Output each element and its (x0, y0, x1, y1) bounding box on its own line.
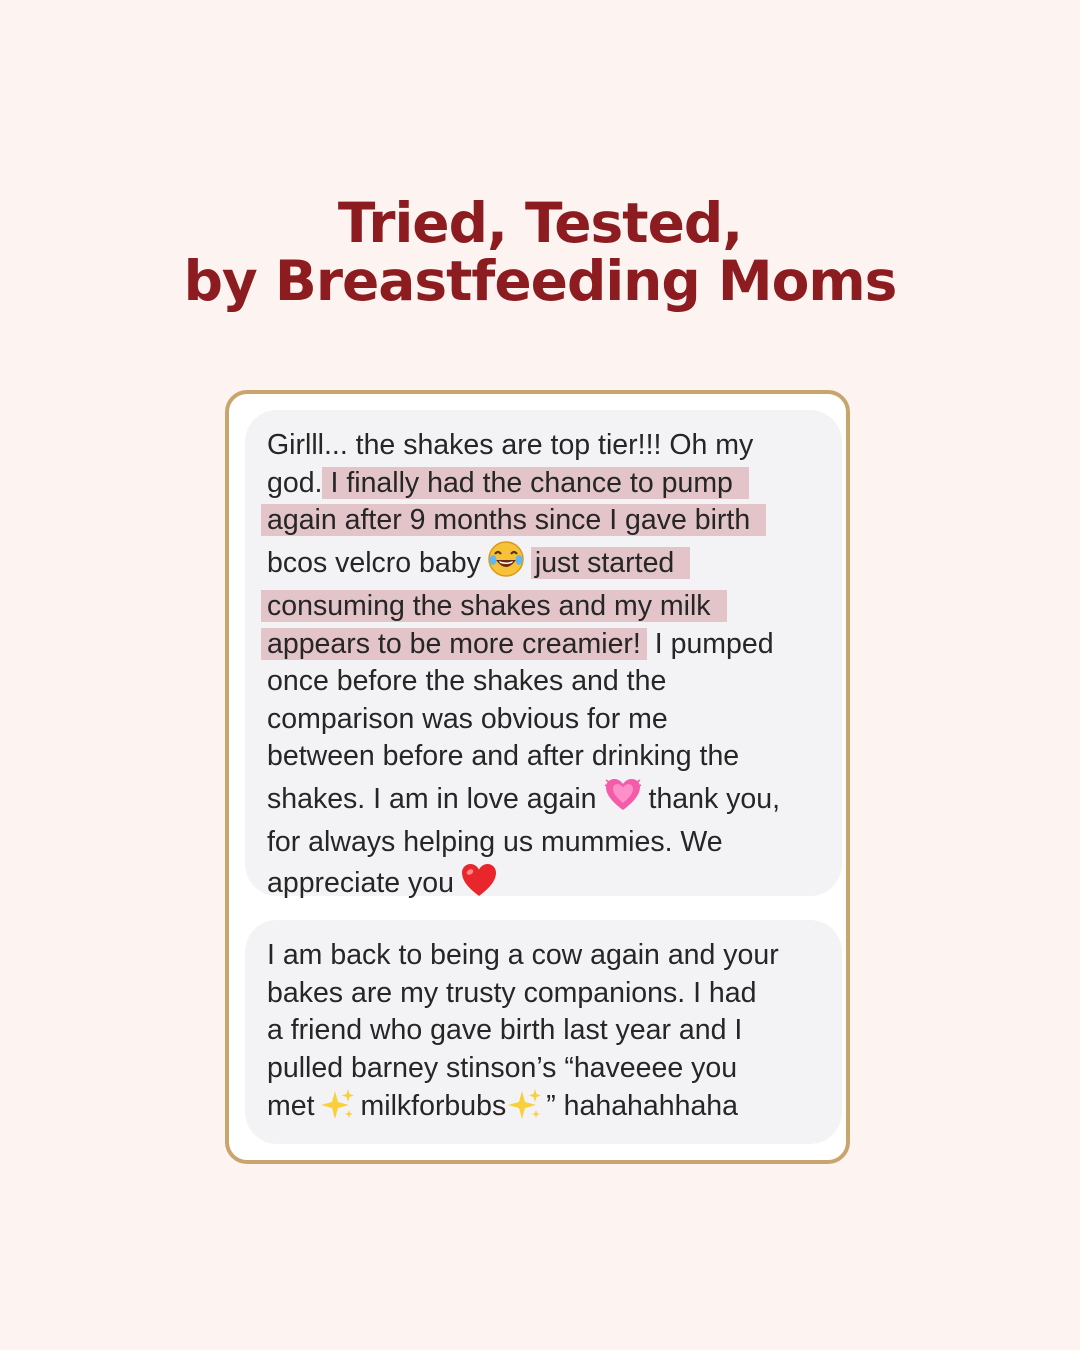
title-line-2: by Breastfeeding Moms (183, 249, 897, 313)
sparkles-emoji-icon (508, 1087, 542, 1132)
message-text: between before and after drinking the (267, 740, 740, 772)
message-text: I am back to being a cow again and your (267, 939, 779, 971)
laughing-tears-emoji-icon (487, 540, 525, 589)
message-line (267, 1050, 824, 1088)
highlighted-text: again after 9 months since I gave birth (261, 504, 766, 536)
message-bubble-1 (245, 410, 842, 899)
message-text: for always helping us mummies. We (267, 826, 723, 858)
message-text: comparison was obvious for me (267, 702, 668, 735)
message-line (267, 701, 824, 739)
highlighted-text: I finally had the chance to pump (322, 467, 748, 499)
message-text: thank you, (648, 782, 781, 815)
message-line (267, 626, 824, 664)
title-line-1: Tried, Tested, (337, 191, 743, 255)
growing-heart-emoji-icon (603, 776, 643, 825)
message-bubble-2 (245, 920, 842, 1144)
message-text: once before the shakes and the (267, 665, 667, 697)
message-text: bakes are my trusty companions. I had (267, 976, 757, 1009)
message-text: milkforbubs (360, 1090, 507, 1122)
message-line (267, 1012, 824, 1050)
message-line (267, 975, 824, 1013)
message-line (267, 427, 824, 465)
message-text: Girlll... the shakes are top tier!!! Oh my (267, 429, 754, 461)
page-title (0, 191, 1080, 313)
message-line (267, 1087, 824, 1132)
message-line (267, 937, 824, 975)
highlighted-text: just started (531, 547, 690, 579)
message-text: a friend who gave birth last year and I (267, 1014, 743, 1046)
message-line (267, 588, 824, 626)
message-text: shakes. I am in love again (267, 782, 597, 815)
message-line (267, 502, 824, 540)
message-line (267, 663, 824, 701)
message-line (267, 540, 824, 589)
message-line (267, 738, 824, 776)
red-heart-emoji-icon (460, 862, 498, 909)
message-text: ” hahahahhaha (546, 1090, 738, 1122)
message-text: appreciate you (267, 866, 454, 899)
message-text: pulled barney stinson’s “haveeee you (267, 1051, 738, 1084)
highlighted-text: appears to be more creamier! (261, 628, 647, 660)
message-line (267, 824, 824, 862)
sparkles-emoji-icon (321, 1087, 355, 1132)
message-text: bcos velcro baby (267, 546, 481, 579)
message-text: god. (267, 466, 323, 499)
highlighted-text: consuming the shakes and my milk (261, 590, 727, 622)
message-line (267, 465, 824, 503)
testimonial-card (225, 390, 850, 1164)
message-line (267, 862, 824, 909)
message-text: I pumped (654, 627, 774, 660)
message-line (267, 776, 824, 825)
message-text: met (267, 1090, 315, 1122)
